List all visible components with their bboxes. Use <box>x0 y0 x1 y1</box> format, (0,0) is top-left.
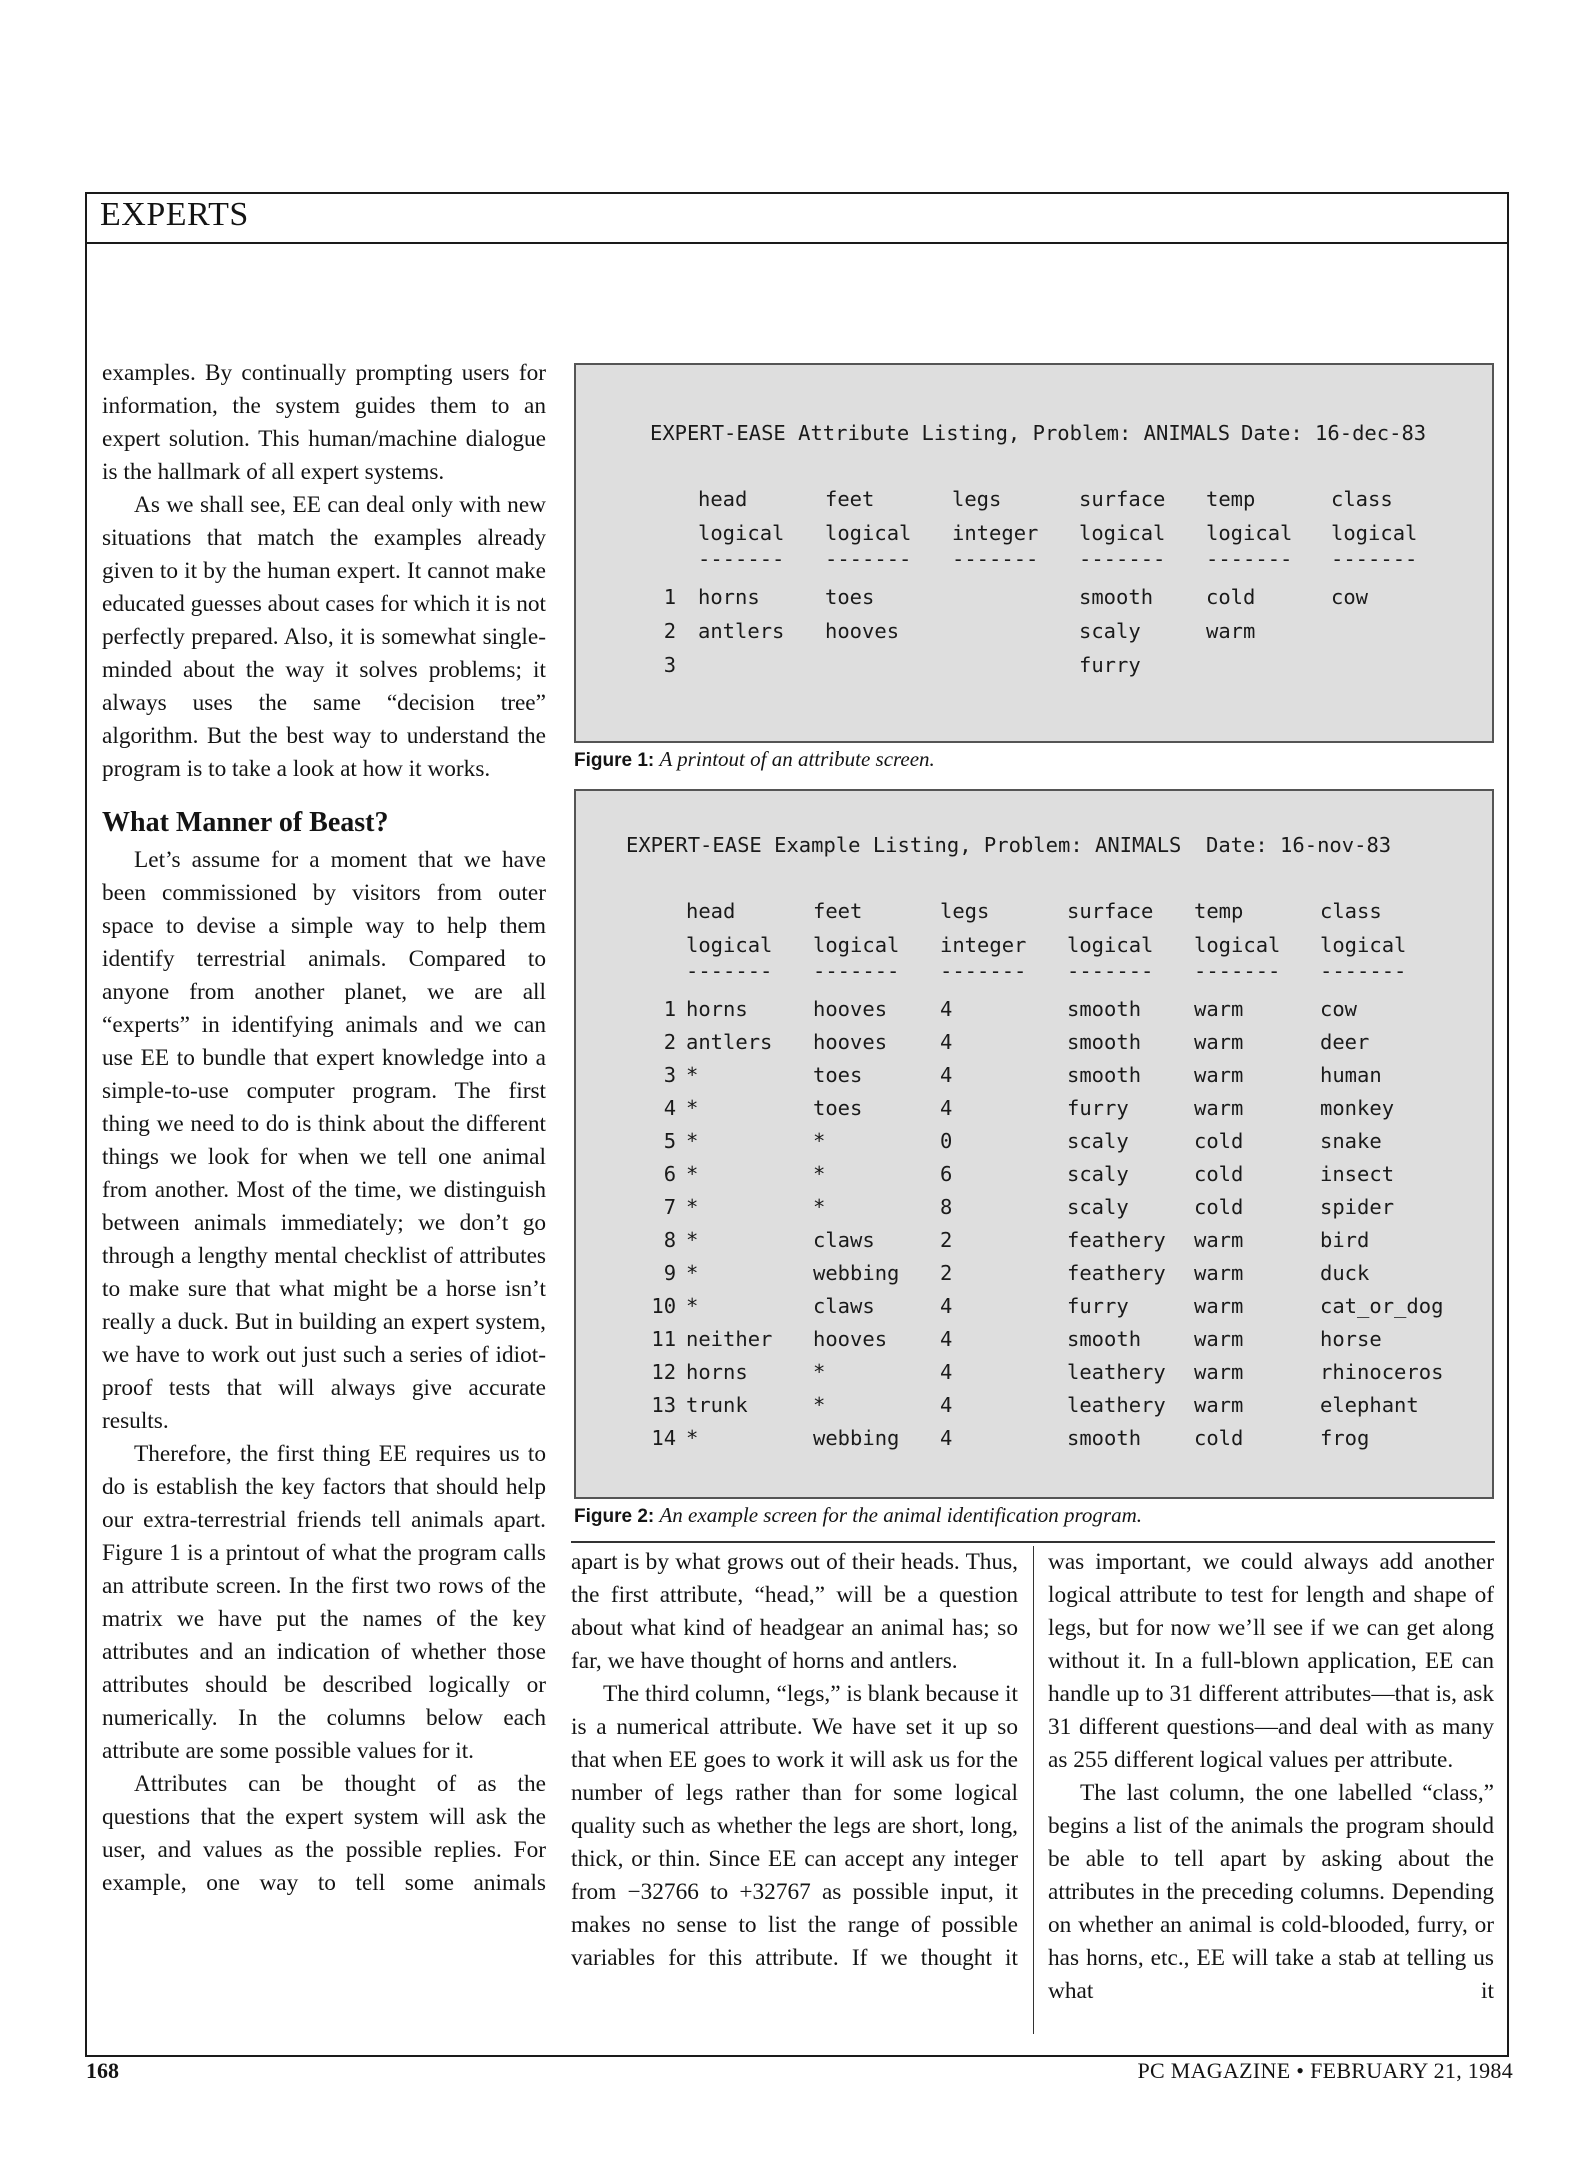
table-cell: furry <box>1067 1294 1129 1318</box>
column-divider-dashes: ------- <box>698 547 785 571</box>
row-number: 3 <box>663 653 677 677</box>
column-divider-dashes: ------- <box>825 547 912 571</box>
column-header-surface: surface <box>1079 487 1166 511</box>
table-cell: hooves <box>813 1030 888 1054</box>
column-type-feet: logical <box>825 521 912 545</box>
table-cell: horns <box>698 585 760 609</box>
table-cell: * <box>686 1261 699 1285</box>
table-cell: scaly <box>1067 1129 1129 1153</box>
table-cell: scaly <box>1067 1195 1129 1219</box>
column-header-temp: temp <box>1194 899 1244 923</box>
table-cell: feathery <box>1067 1228 1166 1252</box>
table-cell: 0 <box>940 1129 953 1153</box>
table-cell: * <box>813 1360 826 1384</box>
table-cell: warm <box>1194 1261 1244 1285</box>
subheading: What Manner of Beast? <box>102 807 389 838</box>
row-number: 10 <box>651 1294 677 1318</box>
column-type-head: logical <box>698 521 785 545</box>
table-cell: warm <box>1194 1228 1244 1252</box>
table-cell: human <box>1320 1063 1382 1087</box>
table-cell: frog <box>1320 1426 1370 1450</box>
column-header-feet: feet <box>825 487 875 511</box>
table-cell: smooth <box>1079 585 1154 609</box>
table-cell: warm <box>1194 1393 1244 1417</box>
row-number: 12 <box>651 1360 677 1384</box>
page-number: 168 <box>86 2058 119 2083</box>
table-cell: * <box>686 1162 699 1186</box>
column-type-legs: integer <box>940 933 1027 957</box>
figure-1-title: EXPERT-EASE Attribute Listing, Problem: ANIMALS <box>650 421 1231 445</box>
table-cell: warm <box>1194 1063 1244 1087</box>
column-1 <box>102 357 546 1900</box>
col2-para-1: apart is by what grows out of their heads. Thus, the first attribute, “head,” will be a question about what kind of headgear an animal has; so far, we have thought of horns and antlers. <box>571 1549 1018 1674</box>
table-cell: smooth <box>1067 1063 1142 1087</box>
table-cell: * <box>686 1129 699 1153</box>
table-cell: * <box>686 1228 699 1252</box>
table-cell: feathery <box>1067 1261 1166 1285</box>
table-cell: deer <box>1320 1030 1370 1054</box>
column-header-class: class <box>1320 899 1382 923</box>
figure-2-caption-label: Figure 2: <box>574 1506 655 1527</box>
table-cell: 6 <box>940 1162 953 1186</box>
column-divider-dashes: ------- <box>940 959 1027 983</box>
table-cell: hooves <box>813 997 888 1021</box>
table-cell: neither <box>686 1327 773 1351</box>
row-number: 5 <box>663 1129 677 1153</box>
row-number: 6 <box>663 1162 677 1186</box>
figure-1-date: Date: 16-dec-83 <box>1241 421 1427 445</box>
column-header-legs: legs <box>952 487 1002 511</box>
col1-para-3: Let’s assume for a moment that we have been commissioned by visitors from outer space to devise a simple way to help them identify terrestrial animals. Compared to anyone from another planet, we are all “experts” in identifying animals and we can use EE to bundle that expert knowledge into a simple-to-use computer program. The first thing we need to do is think about the different things we look for when we tell one animal from another. Most of the time, we distinguish between animals immediately; we don’t go through a lengthy mental checklist of attributes to make sure that what might be a horse isn’t really a duck. But in building an expert system, we have to work out just such a series of idiot-proof tests that will always give accurate results. <box>102 847 546 1434</box>
col1-para-4: Therefore, the first thing EE requires us to do is establish the key factors that should help our extra-terrestrial friends tell animals apart. Figure 1 is a printout of what the program calls an attribute screen. In the first two rows of the matrix we have put the names of the key attributes and an indication of whether those attributes should be described logically or numerically. In the columns below each attribute are some possible values for it. <box>102 1441 546 1764</box>
table-cell: toes <box>825 585 875 609</box>
row-number: 3 <box>663 1063 677 1087</box>
table-cell: toes <box>813 1063 863 1087</box>
table-cell: cold <box>1206 585 1256 609</box>
row-number: 8 <box>663 1228 677 1252</box>
column-type-class: logical <box>1331 521 1418 545</box>
table-cell: cold <box>1194 1162 1244 1186</box>
column-type-feet: logical <box>813 933 900 957</box>
table-cell: cold <box>1194 1195 1244 1219</box>
table-cell: horns <box>686 997 748 1021</box>
col1-para-2: As we shall see, EE can deal only with new situations that match the examples already given to it by the human expert. It cannot make educated guesses about cases for which it is not perfectly prepared. Also, it is somewhat single-minded about the way it solves problems; it always uses the same “decision tree” algorithm. But the best way to understand the program is to take a look at how it works. <box>102 492 546 782</box>
table-cell: 4 <box>940 1294 953 1318</box>
column-divider <box>1033 1546 1034 2034</box>
table-cell: scaly <box>1079 619 1141 643</box>
row-number: 11 <box>651 1327 677 1351</box>
table-cell: toes <box>813 1096 863 1120</box>
table-cell: monkey <box>1320 1096 1395 1120</box>
column-header-head: head <box>686 899 736 923</box>
table-cell: hooves <box>825 619 900 643</box>
row-number: 1 <box>663 585 677 609</box>
table-cell: leathery <box>1067 1360 1166 1384</box>
row-number: 2 <box>663 619 677 643</box>
column-divider-dashes: ------- <box>1331 547 1418 571</box>
table-cell: furry <box>1079 653 1141 677</box>
column-divider-dashes: ------- <box>952 547 1039 571</box>
table-cell: warm <box>1206 619 1256 643</box>
table-cell: * <box>686 1063 699 1087</box>
table-cell: duck <box>1320 1261 1370 1285</box>
table-cell: antlers <box>698 619 785 643</box>
table-cell: bird <box>1320 1228 1370 1252</box>
table-cell: 4 <box>940 1360 953 1384</box>
column-divider-dashes: ------- <box>1206 547 1293 571</box>
figure-2-box <box>574 789 1494 1499</box>
figure-1-caption <box>574 747 935 772</box>
table-cell: 4 <box>940 1393 953 1417</box>
table-cell: scaly <box>1067 1162 1129 1186</box>
row-number: 1 <box>663 997 677 1021</box>
table-cell: 4 <box>940 997 953 1021</box>
table-cell: claws <box>813 1294 875 1318</box>
row-number: 2 <box>663 1030 677 1054</box>
column-divider-dashes: ------- <box>1320 959 1407 983</box>
figure-1-caption-text: A printout of an attribute screen. <box>659 747 935 771</box>
table-cell: cow <box>1320 997 1358 1021</box>
col2-para-2: The third column, “legs,” is blank because it is a numerical attribute. We have set it up so that when EE goes to work it will ask us for the number of legs rather than for some logical quality such as whether the legs are short, long, thick, or thin. Since EE can accept any integer from −32766 to +32767 as possible input, it makes no sense to list the range of possible variables for this attribute. If we thought it <box>571 1681 1018 1971</box>
table-cell: warm <box>1194 1327 1244 1351</box>
table-cell: spider <box>1320 1195 1395 1219</box>
figure-2-date: Date: 16-nov-83 <box>1206 833 1392 857</box>
column-type-surface: logical <box>1079 521 1166 545</box>
column-divider-dashes: ------- <box>686 959 773 983</box>
table-cell: warm <box>1194 1030 1244 1054</box>
table-cell: warm <box>1194 1096 1244 1120</box>
table-cell: * <box>813 1129 826 1153</box>
table-cell: horns <box>686 1360 748 1384</box>
figure-1-caption-label: Figure 1: <box>574 750 655 771</box>
table-cell: cold <box>1194 1129 1244 1153</box>
table-cell: cow <box>1331 585 1369 609</box>
column-header-feet: feet <box>813 899 863 923</box>
table-cell: 4 <box>940 1063 953 1087</box>
column-header-class: class <box>1331 487 1393 511</box>
table-cell: * <box>686 1195 699 1219</box>
column-header-temp: temp <box>1206 487 1256 511</box>
column-type-legs: integer <box>952 521 1039 545</box>
table-cell: warm <box>1194 1360 1244 1384</box>
column-divider-dashes: ------- <box>1067 959 1154 983</box>
table-cell: smooth <box>1067 997 1142 1021</box>
figure-2-title: EXPERT-EASE Example Listing, Problem: ANIMALS <box>626 833 1182 857</box>
column-divider-dashes: ------- <box>813 959 900 983</box>
figure-2-caption-text: An example screen for the animal identification program. <box>659 1503 1143 1527</box>
table-cell: * <box>686 1294 699 1318</box>
table-cell: hooves <box>813 1327 888 1351</box>
row-number: 13 <box>651 1393 677 1417</box>
col1-para-1: examples. By continually prompting users for information, the system guides them to an expert solution. This human/machine dialogue is the hallmark of all expert systems. <box>102 360 546 485</box>
row-number: 4 <box>663 1096 677 1120</box>
publication-footer: PC MAGAZINE • FEBRUARY 21, 1984 <box>1137 2058 1513 2083</box>
table-cell: warm <box>1194 997 1244 1021</box>
column-header-surface: surface <box>1067 899 1154 923</box>
column-type-class: logical <box>1320 933 1407 957</box>
table-cell: cat_or_dog <box>1320 1294 1444 1318</box>
table-cell: 8 <box>940 1195 953 1219</box>
table-cell: * <box>686 1096 699 1120</box>
section-title: EXPERTS <box>100 196 249 233</box>
table-cell: elephant <box>1320 1393 1419 1417</box>
table-cell: cold <box>1194 1426 1244 1450</box>
row-number: 14 <box>651 1426 677 1450</box>
column-type-surface: logical <box>1067 933 1154 957</box>
table-cell: webbing <box>813 1261 900 1285</box>
table-cell: warm <box>1194 1294 1244 1318</box>
table-cell: antlers <box>686 1030 773 1054</box>
table-cell: 2 <box>940 1261 953 1285</box>
table-cell: * <box>813 1195 826 1219</box>
col3-para-2: The last column, the one labelled “class,” begins a list of the animals the program should be able to tell apart by asking about the attributes in the preceding columns. Depending on whether an animal is cold-blooded, furry, or has horns, etc., EE will take a stab at telling us what it <box>1048 1780 1494 2004</box>
column-type-temp: logical <box>1194 933 1281 957</box>
column-2 <box>571 1546 1018 1975</box>
table-cell: * <box>813 1162 826 1186</box>
table-cell: horse <box>1320 1327 1382 1351</box>
header-bar <box>85 192 1509 244</box>
table-cell: 4 <box>940 1096 953 1120</box>
table-cell: 4 <box>940 1426 953 1450</box>
column-header-legs: legs <box>940 899 990 923</box>
table-cell: 2 <box>940 1228 953 1252</box>
table-cell: webbing <box>813 1426 900 1450</box>
column-type-temp: logical <box>1206 521 1293 545</box>
column-top-rule <box>571 1541 1495 1543</box>
table-cell: claws <box>813 1228 875 1252</box>
column-3 <box>1048 1546 1494 2008</box>
table-cell: furry <box>1067 1096 1129 1120</box>
table-cell: * <box>813 1393 826 1417</box>
row-number: 9 <box>663 1261 677 1285</box>
table-cell: * <box>686 1426 699 1450</box>
table-cell: snake <box>1320 1129 1382 1153</box>
table-cell: trunk <box>686 1393 748 1417</box>
figure-1-box <box>574 363 1494 743</box>
table-cell: smooth <box>1067 1327 1142 1351</box>
column-divider-dashes: ------- <box>1079 547 1166 571</box>
table-cell: smooth <box>1067 1030 1142 1054</box>
column-divider-dashes: ------- <box>1194 959 1281 983</box>
column-header-head: head <box>698 487 748 511</box>
col1-para-5: Attributes can be thought of as the questions that the expert system will ask the user, and values as the possible replies. For example, one way to tell some animals <box>102 1771 546 1896</box>
table-cell: rhinoceros <box>1320 1360 1444 1384</box>
table-cell: 4 <box>940 1030 953 1054</box>
table-cell: 4 <box>940 1327 953 1351</box>
column-type-head: logical <box>686 933 773 957</box>
table-cell: smooth <box>1067 1426 1142 1450</box>
figure-2-caption <box>574 1503 1142 1528</box>
row-number: 7 <box>663 1195 677 1219</box>
col3-para-1: was important, we could always add another logical attribute to test for length and shape of legs, but for now we’ll see if we can get along without it. In a full-blown application, EE can handle up to 31 different attributes—that is, ask 31 different questions—and deal with as many as 255 different logical values per attribute. <box>1048 1549 1494 1773</box>
table-cell: insect <box>1320 1162 1395 1186</box>
table-cell: leathery <box>1067 1393 1166 1417</box>
